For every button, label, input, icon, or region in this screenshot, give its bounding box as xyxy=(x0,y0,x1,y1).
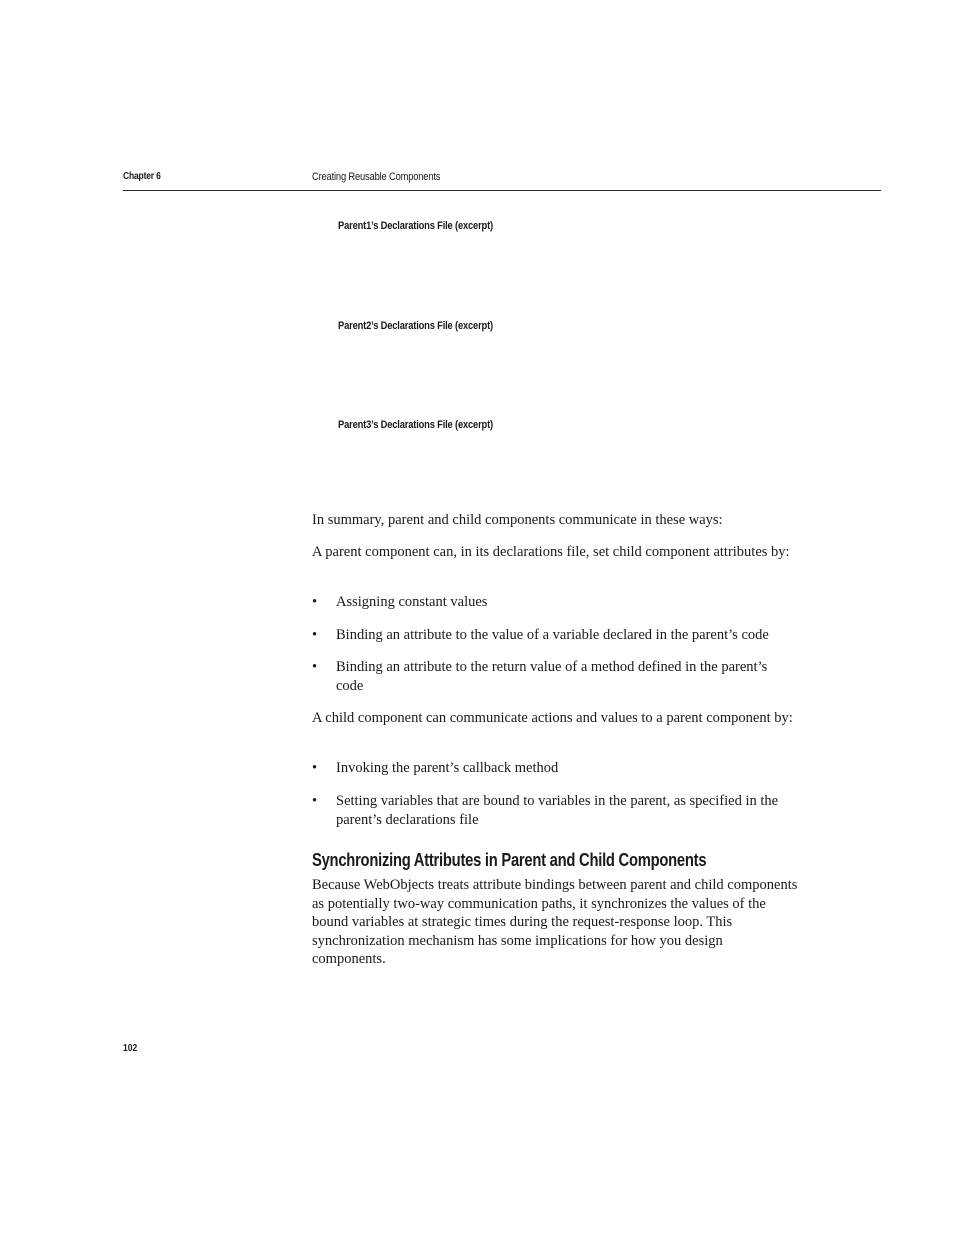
list-item xyxy=(312,593,798,612)
section-paragraph: Because WebObjects treats attribute bindings between parent and child components as potentially two-way communication paths, it synchronizes the values of the bound variables at strategic times during the request-response loop. This synchronization mechanism has some implications for how you design components. xyxy=(312,877,798,967)
child-intro: A child component can communicate actions and values to a parent component by: xyxy=(312,710,793,726)
bullet-glyph: • xyxy=(312,659,318,675)
list-item-text: Binding an attribute to the return value of a method defined in the parent’s code xyxy=(336,659,768,694)
summary-intro: In summary, parent and child components communicate in these ways: xyxy=(312,512,723,528)
list-item-text: Assigning constant values xyxy=(336,594,488,610)
bullet-glyph: • xyxy=(312,793,318,809)
header-chapter: Chapter 6 xyxy=(123,171,161,182)
caption-parent3: Parent3’s Declarations File (excerpt) xyxy=(338,419,493,431)
page-number: 102 xyxy=(123,1043,138,1054)
list-item xyxy=(312,658,798,695)
caption-parent1: Parent1’s Declarations File (excerpt) xyxy=(338,220,493,232)
section-heading: Synchronizing Attributes in Parent and Child Components xyxy=(312,850,707,870)
list-item-text: Invoking the parent’s callback method xyxy=(336,760,559,776)
bullet-glyph: • xyxy=(312,594,318,610)
list-item xyxy=(312,759,798,778)
bullet-glyph: • xyxy=(312,627,318,643)
list-item xyxy=(312,792,798,829)
parent-intro: A parent component can, in its declarations file, set child component attributes by: xyxy=(312,544,790,560)
list-item-text: Setting variables that are bound to variables in the parent, as specified in the parent’s declarations file xyxy=(336,793,779,828)
list-item-text: Binding an attribute to the value of a variable declared in the parent’s code xyxy=(336,627,769,643)
header-rule xyxy=(123,190,881,191)
header-title: Creating Reusable Components xyxy=(312,171,441,183)
caption-parent2: Parent2’s Declarations File (excerpt) xyxy=(338,320,493,332)
list-item xyxy=(312,626,798,645)
bullet-glyph: • xyxy=(312,760,318,776)
